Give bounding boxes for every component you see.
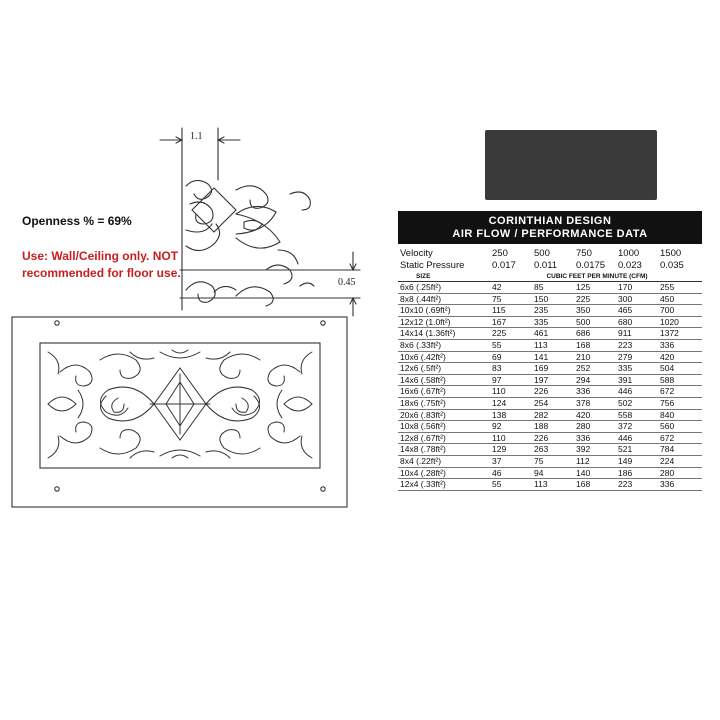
table-title-line2: AIR FLOW / PERFORMANCE DATA: [452, 228, 648, 240]
static-pressure-value: 0.011: [534, 259, 558, 271]
cfm-cell: 37: [492, 455, 502, 466]
cfm-cell: 446: [618, 386, 633, 397]
size-cell: 14x14 (1.36ft²): [400, 328, 456, 339]
cfm-cell: 756: [660, 397, 675, 408]
cfm-cell: 223: [618, 339, 633, 350]
cfm-cell: 336: [576, 386, 591, 397]
table-row: [398, 328, 702, 340]
cfm-cell: 75: [492, 293, 502, 304]
table-row: [398, 444, 702, 456]
size-cell: 12x8 (.67ft²): [400, 432, 446, 443]
cfm-cell: 252: [576, 363, 591, 374]
cfm-cell: 391: [618, 374, 633, 385]
cfm-cell: 224: [660, 455, 675, 466]
cfm-cell: 680: [618, 316, 633, 327]
static-pressure-row: [398, 260, 702, 272]
size-cell: 14x8 (.78ft²): [400, 444, 446, 455]
cfm-cell: 280: [576, 421, 591, 432]
table-row: [398, 410, 702, 422]
cfm-cell: 97: [492, 374, 502, 385]
cfm-cell: 124: [492, 397, 507, 408]
openness-percentage: Openness % = 69%: [22, 214, 132, 228]
cfm-cell: 521: [618, 444, 633, 455]
dimension-depth-label: 0.45: [338, 277, 356, 288]
table-title: [398, 211, 702, 244]
velocity-value: 250: [492, 248, 508, 259]
table-row: [398, 282, 702, 294]
cfm-cell: 282: [534, 409, 549, 420]
cfm-cell: 92: [492, 421, 502, 432]
size-cell: 6x6 (.25ft²): [400, 282, 442, 292]
cfm-cell: 210: [576, 351, 591, 362]
cfm-cell: 279: [618, 351, 633, 362]
size-cell: 10x6 (.42ft²): [400, 351, 446, 362]
table-row: [398, 294, 702, 306]
size-cell: 8x4 (.22ft²): [400, 455, 442, 466]
cfm-cell: 336: [660, 339, 675, 350]
cfm-cell: 588: [660, 374, 675, 385]
cfm-cell: 125: [576, 282, 591, 292]
cfm-cell: 46: [492, 467, 502, 478]
cfm-column-header: CUBIC FEET PER MINUTE (CFM): [546, 273, 648, 280]
table-row: [398, 340, 702, 352]
table-row: [398, 317, 702, 329]
cfm-cell: 140: [576, 467, 591, 478]
dimension-width-label: 1.1: [190, 131, 203, 142]
cfm-cell: 336: [576, 432, 591, 443]
cfm-cell: 1372: [660, 328, 679, 339]
screw-hole: [55, 487, 59, 491]
velocity-value: 750: [576, 248, 592, 259]
size-cell: 14x6 (.58ft²): [400, 374, 446, 385]
cfm-cell: 110: [492, 432, 506, 443]
cfm-cell: 226: [534, 386, 549, 397]
size-cell: 12x6 (.5ft²): [400, 363, 442, 374]
performance-table: [398, 211, 702, 491]
cfm-cell: 461: [534, 328, 549, 339]
cfm-cell: 169: [534, 363, 549, 374]
cfm-cell: 167: [492, 316, 507, 327]
size-cell: 10x10 (.69ft²): [400, 305, 451, 316]
static-pressure-label: Static Pressure: [400, 259, 465, 271]
cfm-cell: 115: [492, 305, 506, 316]
size-cell: 8x6 (.33ft²): [400, 339, 442, 350]
cfm-cell: 110: [492, 386, 506, 397]
table-header-row: [398, 273, 702, 282]
table-row: [398, 456, 702, 468]
cfm-cell: 502: [618, 397, 633, 408]
screw-hole: [55, 321, 59, 325]
cfm-cell: 294: [576, 374, 591, 385]
cfm-cell: 254: [534, 397, 549, 408]
cfm-cell: 420: [576, 409, 591, 420]
table-row: [398, 375, 702, 387]
cfm-cell: 94: [534, 467, 544, 478]
cfm-cell: 129: [492, 444, 507, 455]
velocity-value: 1000: [618, 248, 640, 259]
table-row: [398, 479, 702, 491]
product-photo: [485, 130, 657, 200]
cfm-cell: 55: [492, 479, 502, 490]
size-cell: 16x6 (.67ft²): [400, 386, 446, 397]
cfm-cell: 75: [534, 455, 544, 466]
cfm-cell: 686: [576, 328, 591, 339]
cfm-cell: 113: [534, 479, 548, 490]
cfm-cell: 450: [660, 293, 675, 304]
table-row: [398, 363, 702, 375]
cfm-cell: 225: [576, 293, 591, 304]
table-row: [398, 421, 702, 433]
cfm-cell: 55: [492, 339, 502, 350]
size-column-header: SIZE: [416, 273, 431, 280]
cfm-cell: 113: [534, 339, 548, 350]
static-pressure-value: 0.017: [492, 259, 516, 271]
cfm-cell: 42: [492, 282, 502, 292]
usage-label: Use:: [22, 249, 49, 263]
screw-hole: [321, 487, 325, 491]
table-title-line1: CORINTHIAN DESIGN: [488, 215, 612, 227]
table-body: [398, 282, 702, 491]
cfm-cell: 700: [660, 305, 675, 316]
static-pressure-value: 0.0175: [576, 259, 606, 271]
cfm-cell: 335: [618, 363, 633, 374]
cfm-cell: 168: [576, 339, 591, 350]
cfm-cell: 1020: [660, 316, 679, 327]
cfm-cell: 226: [534, 432, 549, 443]
cfm-cell: 465: [618, 305, 633, 316]
static-pressure-value: 0.023: [618, 259, 642, 271]
usage-text: Wall/Ceiling only. NOT recommended for floor use.: [22, 249, 181, 280]
table-row: [398, 305, 702, 317]
cfm-cell: 223: [618, 479, 633, 490]
table-row: [398, 468, 702, 480]
velocity-value: 1500: [660, 248, 682, 259]
cfm-cell: 149: [618, 455, 633, 466]
cfm-cell: 168: [576, 479, 591, 490]
cfm-cell: 69: [492, 351, 502, 362]
table-row: [398, 352, 702, 364]
size-cell: 10x8 (.56ft²): [400, 421, 446, 432]
cfm-cell: 392: [576, 444, 591, 455]
cfm-cell: 378: [576, 397, 591, 408]
cfm-cell: 911: [618, 328, 632, 339]
size-cell: 18x6 (.75ft²): [400, 397, 446, 408]
table-row: [398, 386, 702, 398]
cfm-cell: 85: [534, 282, 544, 292]
velocity-value: 500: [534, 248, 550, 259]
cfm-cell: 186: [618, 467, 633, 478]
cfm-cell: 446: [618, 432, 633, 443]
cfm-cell: 138: [492, 409, 507, 420]
cfm-cell: 170: [618, 282, 633, 292]
screw-hole: [321, 321, 325, 325]
cfm-cell: 188: [534, 421, 549, 432]
size-cell: 8x8 (.44ft²): [400, 293, 442, 304]
detail-scrollwork: [186, 180, 314, 306]
table-row: [398, 398, 702, 410]
cfm-cell: 784: [660, 444, 675, 455]
size-cell: 12x12 (1.0ft²): [400, 316, 451, 327]
cfm-cell: 500: [576, 316, 591, 327]
cfm-cell: 672: [660, 432, 675, 443]
size-cell: 12x4 (.33ft²): [400, 479, 446, 490]
cfm-cell: 255: [660, 282, 675, 292]
cfm-cell: 280: [660, 467, 675, 478]
cfm-cell: 840: [660, 409, 675, 420]
velocity-row: [398, 248, 702, 260]
cfm-cell: 225: [492, 328, 507, 339]
grille-scrollwork: [48, 350, 312, 458]
cfm-cell: 235: [534, 305, 549, 316]
cfm-cell: 150: [534, 293, 549, 304]
size-cell: 20x6 (.83ft²): [400, 409, 446, 420]
cfm-cell: 558: [618, 409, 633, 420]
cfm-cell: 300: [618, 293, 633, 304]
cfm-cell: 197: [534, 374, 549, 385]
cfm-cell: 112: [576, 455, 590, 466]
cfm-cell: 372: [618, 421, 633, 432]
cfm-cell: 141: [534, 351, 549, 362]
cfm-cell: 263: [534, 444, 549, 455]
cfm-cell: 672: [660, 386, 675, 397]
table-row: [398, 433, 702, 445]
cfm-cell: 335: [534, 316, 549, 327]
cfm-cell: 560: [660, 421, 675, 432]
size-cell: 10x4 (.28ft²): [400, 467, 446, 478]
cfm-cell: 350: [576, 305, 591, 316]
cfm-cell: 336: [660, 479, 675, 490]
cfm-cell: 420: [660, 351, 675, 362]
cfm-cell: 504: [660, 363, 675, 374]
usage-note: [22, 248, 182, 282]
static-pressure-value: 0.035: [660, 259, 684, 271]
velocity-label: Velocity: [400, 248, 433, 259]
cfm-cell: 83: [492, 363, 502, 374]
